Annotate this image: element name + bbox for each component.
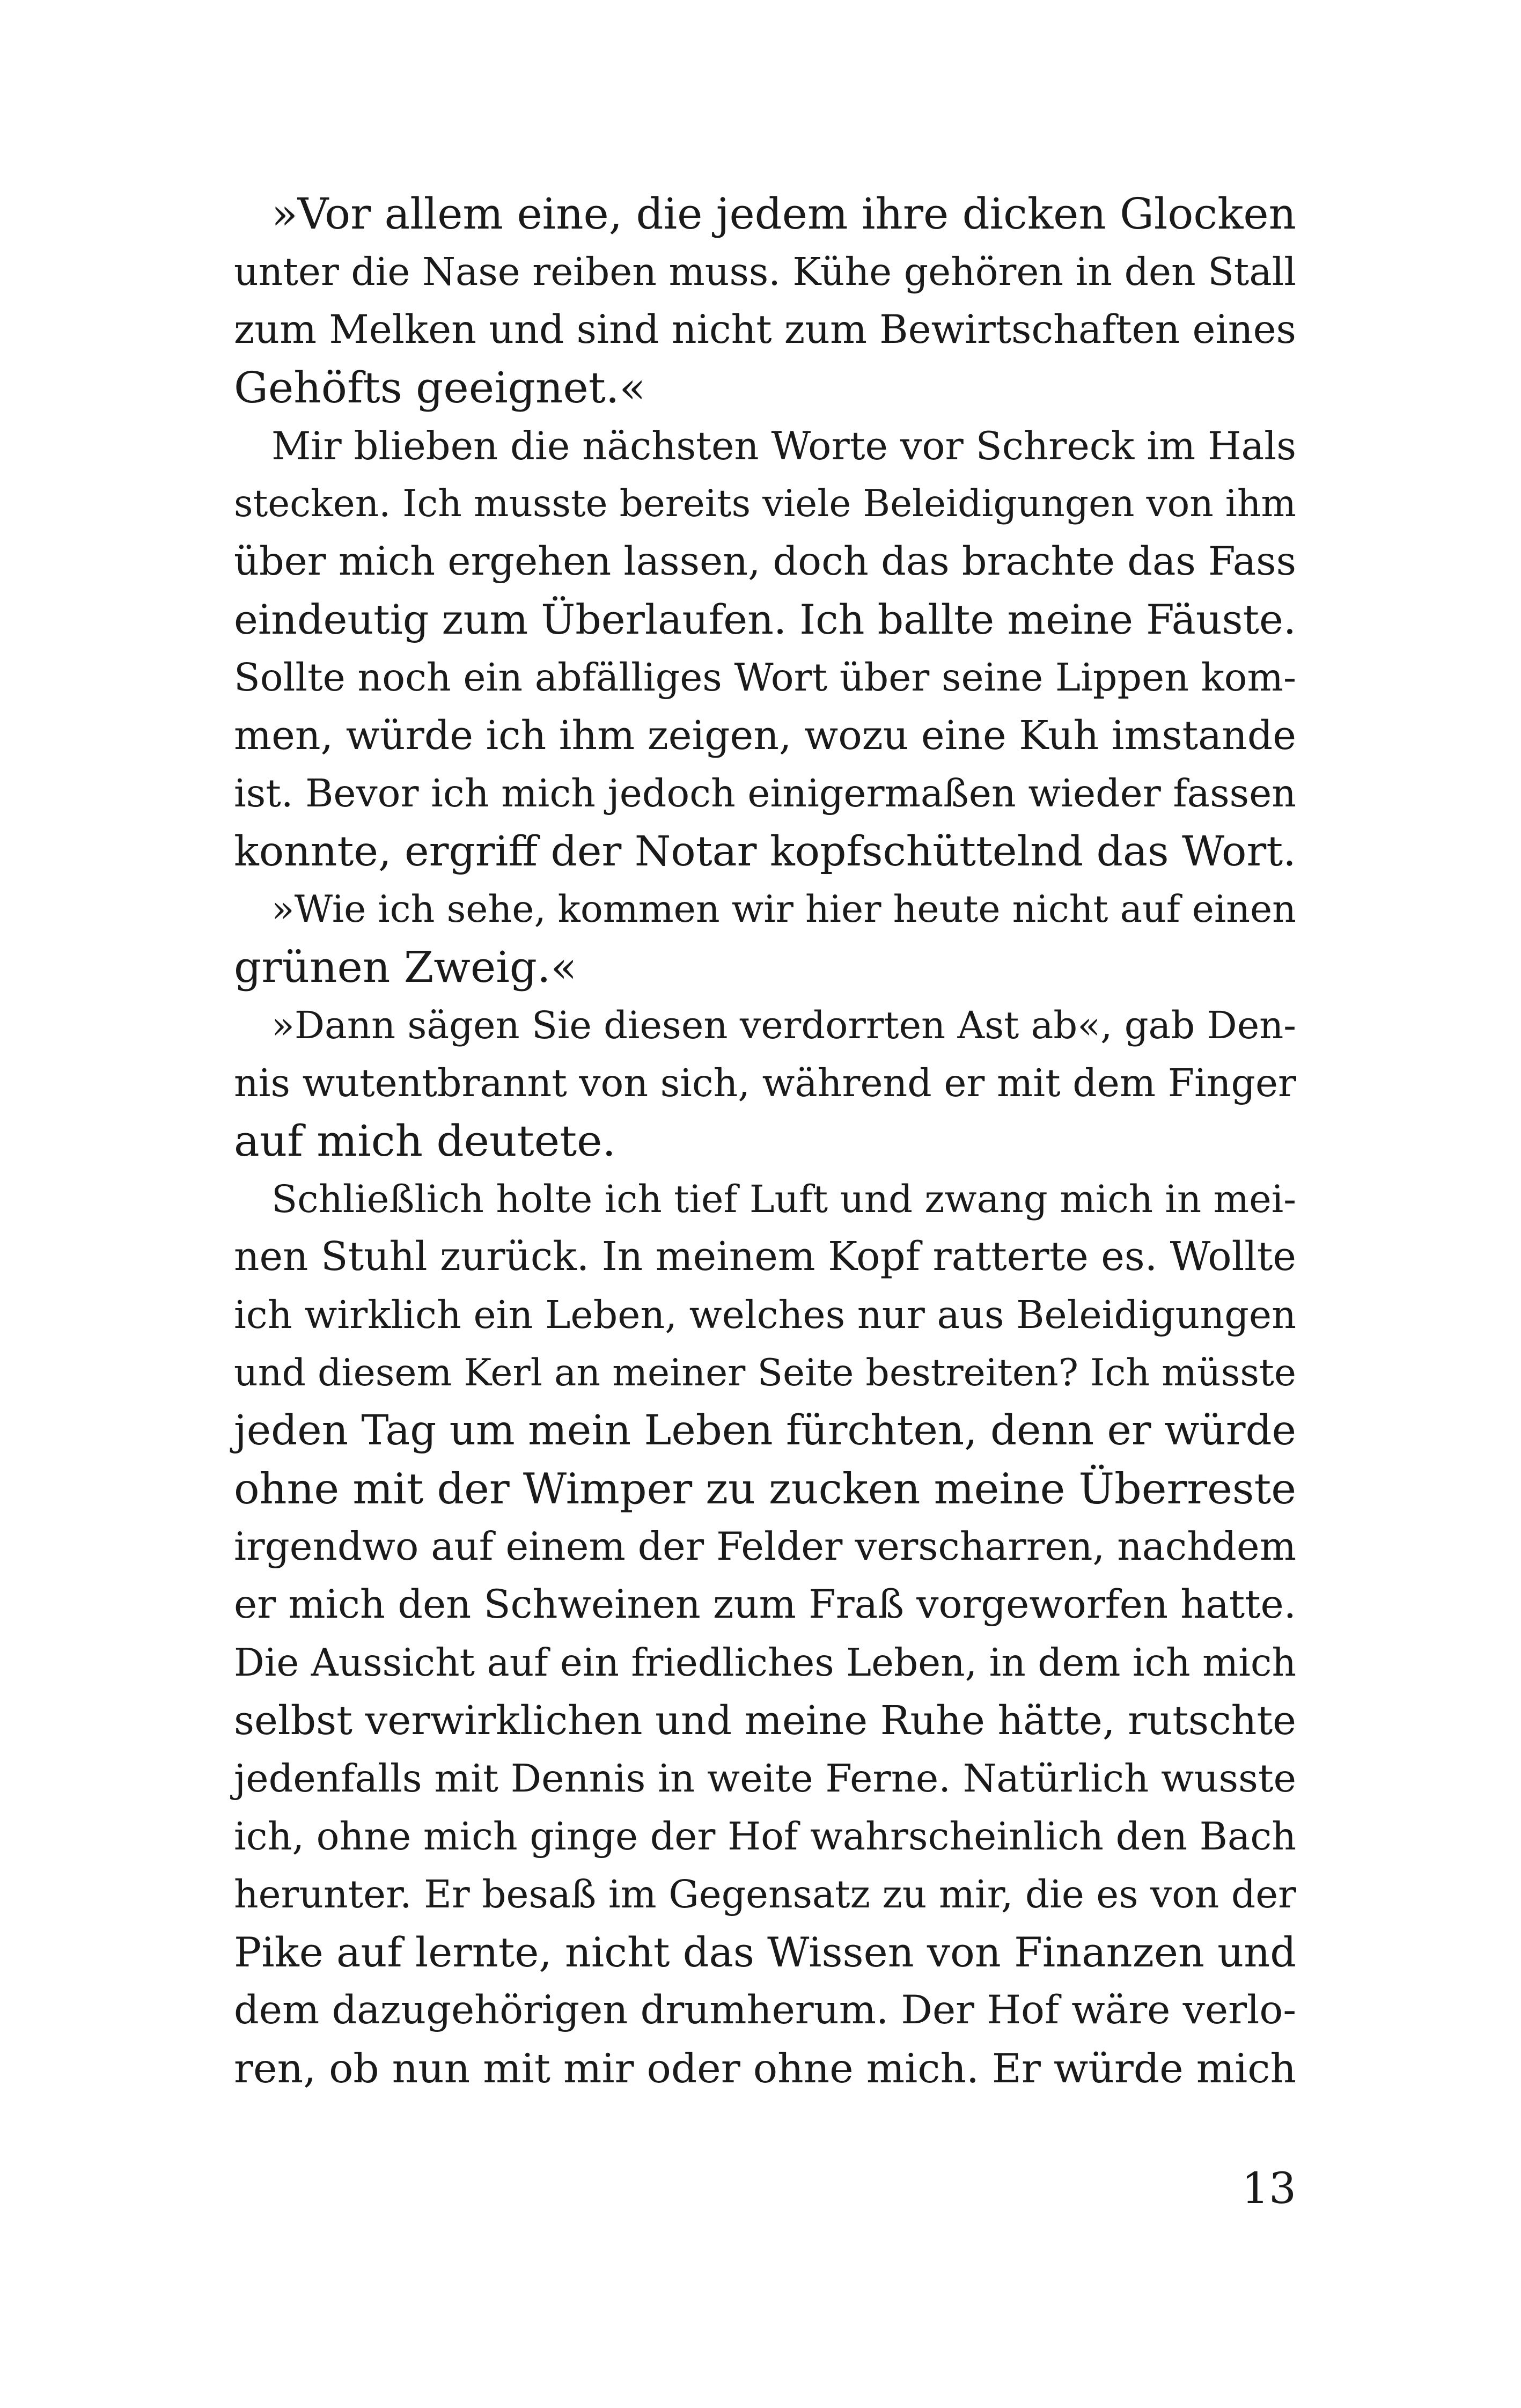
text-line: ich, ohne mich ginge der Hof wahrscheinlich den Bach	[234, 1814, 1296, 1859]
text-line: und diesem Kerl an meiner Seite bestreiten? Ich müsste	[234, 1352, 1296, 1394]
text-line: zum Melken und sind nicht zum Bewirtschaften eines	[234, 307, 1296, 353]
text-line: grünen Zweig.«	[234, 942, 577, 992]
text-line: selbst verwirklichen und meine Ruhe hätte, rutschte	[234, 1698, 1296, 1744]
text-line: men, würde ich ihm zeigen, wozu eine Kuh imstande	[234, 713, 1296, 759]
text-line: Gehöfts geeignet.«	[234, 363, 646, 413]
text-line: irgendwo auf einem der Felder verscharren, nachdem	[234, 1524, 1296, 1569]
page-number: 13	[1241, 2163, 1296, 2213]
text-line: jeden Tag um mein Leben fürchten, denn er würde	[234, 1407, 1296, 1455]
text-line: ohne mit der Wimper zu zucken meine Überreste	[234, 1464, 1296, 1514]
text-line: nen Stuhl zurück. In meinem Kopf ratterte es. Wollte	[234, 1234, 1296, 1280]
text-line: ren, ob nun mit mir oder ohne mich. Er würde mich	[234, 2045, 1296, 2092]
text-line: auf mich deutete.	[234, 1116, 616, 1166]
text-line: jedenfalls mit Dennis in weite Ferne. Natürlich wusste	[234, 1756, 1296, 1801]
text-line: dem dazugehörigen drumherum. Der Hof wäre verlo-	[234, 1987, 1296, 2033]
text-line: herunter. Er besaß im Gegensatz zu mir, die es von der	[234, 1872, 1296, 1917]
text-line: »Dann sägen Sie diesen verdorrten Ast ab«, gab Den-	[271, 1003, 1296, 1047]
text-line: er mich den Schweinen zum Fraß vorgeworfen hatte.	[234, 1582, 1296, 1627]
text-line: ist. Bevor ich mich jedoch einigermaßen wieder fassen	[234, 771, 1296, 816]
text-line: Mir blieben die nächsten Worte vor Schreck im Hals	[271, 423, 1296, 468]
text-line: Die Aussicht auf ein friedliches Leben, in dem ich mich	[234, 1640, 1296, 1685]
text-line: ich wirklich ein Leben, welches nur aus Beleidigungen	[234, 1293, 1296, 1337]
text-line: eindeutig zum Überlaufen. Ich ballte meine Fäuste.	[234, 596, 1296, 643]
text-line: Pike auf lernte, nicht das Wissen von Finanzen und	[234, 1928, 1296, 1976]
text-line: konnte, ergriff der Notar kopfschüttelnd das Wort.	[234, 827, 1296, 876]
text-line: »Vor allem eine, die jedem ihre dicken Glocken	[271, 189, 1296, 239]
text-line: über mich ergehen lassen, doch das brachte das Fass	[234, 539, 1296, 584]
text-line: unter die Nase reiben muss. Kühe gehören in den Stall	[234, 249, 1296, 294]
body-text	[234, 185, 1296, 2097]
text-line: Schließlich holte ich tief Luft und zwang mich in mei-	[271, 1177, 1296, 1221]
text-line: »Wie ich sehe, kommen wir hier heute nicht auf einen	[271, 887, 1296, 931]
text-line: nis wutentbrannt von sich, während er mit dem Finger	[234, 1061, 1296, 1105]
text-line: Sollte noch ein abfälliges Wort über seine Lippen kom-	[234, 655, 1296, 700]
text-line: stecken. Ich musste bereits viele Beleidigungen von ihm	[234, 482, 1296, 525]
